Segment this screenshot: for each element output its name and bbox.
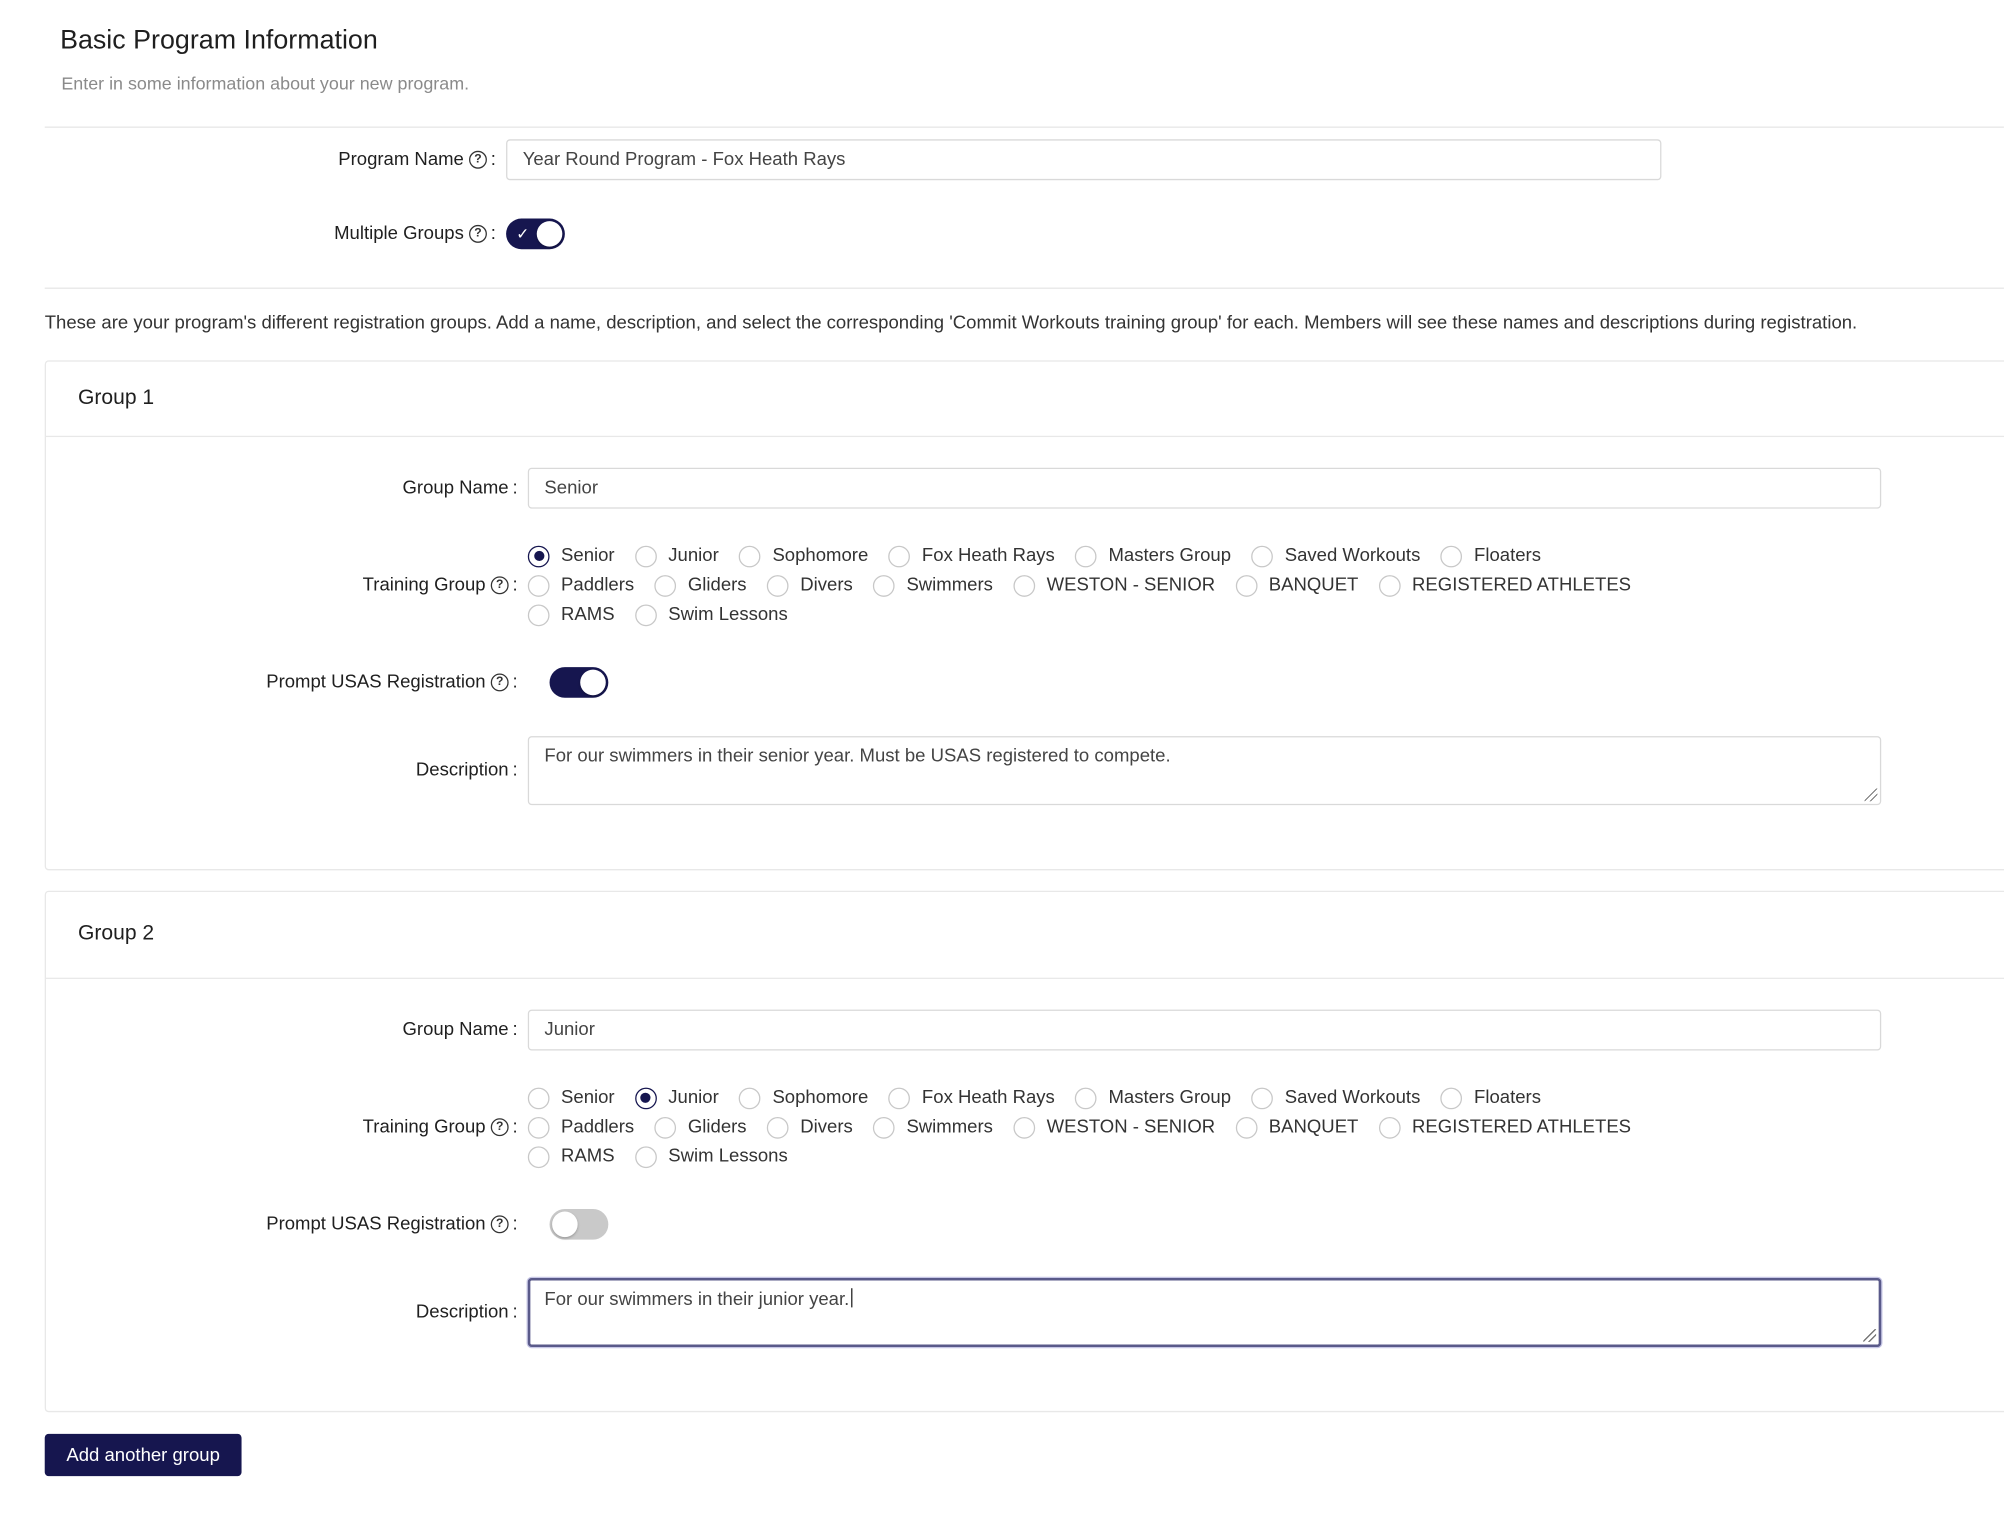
multiple-groups-label: Multiple Groups ? : — [334, 223, 496, 245]
training-group-option[interactable] — [767, 573, 853, 599]
training-group-option[interactable] — [889, 1085, 1055, 1111]
help-icon[interactable]: ? — [491, 576, 509, 594]
description-label: Description : — [415, 760, 518, 781]
radio-button[interactable] — [528, 1146, 550, 1168]
radio-label: REGISTERED ATHLETES — [1412, 575, 1632, 596]
group-card-header — [46, 892, 2004, 979]
toggle-knob — [552, 1212, 578, 1238]
radio-label: Swimmers — [906, 1116, 993, 1138]
help-icon[interactable]: ? — [469, 225, 487, 243]
text-cursor — [851, 1288, 852, 1307]
training-group-option[interactable] — [1236, 573, 1359, 599]
divider — [45, 288, 2004, 289]
training-group-option[interactable] — [1441, 1085, 1541, 1111]
radio-label: Sophomore — [772, 1087, 869, 1109]
prompt-usas-label: Prompt USAS Registration ? : — [266, 1214, 518, 1235]
radio-label: Saved Workouts — [1284, 545, 1421, 567]
program-name-input[interactable]: Year Round Program - Fox Heath Rays — [506, 139, 1661, 180]
radio-row — [528, 1144, 808, 1170]
radio-button[interactable] — [1379, 1116, 1401, 1138]
training-group-option[interactable] — [528, 1144, 615, 1170]
page-subtitle: Enter in some information about your new program. — [61, 72, 470, 94]
training-group-option[interactable] — [528, 573, 634, 599]
program-name-label: Program Name ? : — [338, 149, 496, 170]
radio-button[interactable] — [528, 1116, 550, 1138]
group-name-label: Group Name : — [402, 477, 518, 499]
training-group-option[interactable] — [1252, 1085, 1421, 1111]
radio-button[interactable] — [1013, 574, 1035, 596]
groups-intro-text: These are your program's different registration groups. Add a name, description, and select the corresponding 'Commit Workouts training group' for each. Members will see these names and descriptions during registration. — [44, 313, 1858, 334]
training-group-label: Training Group ? : — [362, 1116, 518, 1138]
description-label: Description : — [415, 1302, 518, 1323]
radio-label: Saved Workouts — [1284, 1087, 1421, 1109]
radio-label: Gliders — [687, 575, 747, 596]
radio-label: Swimmers — [906, 575, 993, 596]
training-group-option[interactable] — [1075, 543, 1231, 569]
add-another-group-button[interactable]: Add another group — [45, 1434, 242, 1476]
divider — [45, 127, 2004, 128]
training-group-option[interactable] — [528, 602, 615, 628]
radio-button[interactable] — [1441, 545, 1463, 567]
training-group-label: Training Group ? : — [362, 575, 518, 596]
radio-row — [528, 1114, 1652, 1140]
radio-button[interactable] — [1379, 574, 1401, 596]
group-card-header — [46, 362, 2004, 437]
radio-label: Masters Group — [1108, 545, 1232, 567]
training-group-option[interactable] — [655, 573, 747, 599]
radio-button[interactable] — [635, 545, 657, 567]
radio-label: RAMS — [561, 604, 615, 625]
training-group-option[interactable] — [1236, 1114, 1359, 1140]
training-group-option[interactable] — [739, 1085, 868, 1111]
radio-button[interactable] — [528, 545, 550, 567]
radio-label: Fox Heath Rays — [921, 1087, 1055, 1109]
radio-button[interactable] — [739, 1087, 761, 1109]
radio-label: RAMS — [561, 1146, 615, 1167]
training-group-option[interactable] — [1252, 543, 1421, 569]
help-icon[interactable]: ? — [469, 151, 487, 169]
training-group-option[interactable] — [1075, 1085, 1231, 1111]
help-icon[interactable]: ? — [491, 674, 509, 692]
radio-button[interactable] — [635, 604, 657, 626]
group-title: Group 2 — [77, 921, 155, 945]
page-title: Basic Program Information — [60, 25, 378, 55]
resize-handle-icon[interactable] — [1865, 789, 1878, 802]
help-icon[interactable]: ? — [491, 1118, 509, 1136]
prompt-usas-toggle[interactable] — [550, 1209, 609, 1240]
radio-label: Senior — [561, 545, 615, 567]
training-group-option[interactable] — [889, 543, 1055, 569]
radio-button[interactable] — [873, 1116, 895, 1138]
radio-label: Fox Heath Rays — [921, 545, 1055, 567]
radio-button[interactable] — [1236, 1116, 1258, 1138]
radio-label: Sophomore — [772, 545, 869, 567]
radio-button[interactable] — [528, 1087, 550, 1109]
training-group-option[interactable] — [635, 543, 719, 569]
training-group-option[interactable] — [1379, 573, 1631, 599]
radio-label: Gliders — [687, 1116, 747, 1138]
radio-button[interactable] — [1252, 1087, 1274, 1109]
radio-row — [528, 573, 1652, 599]
radio-button[interactable] — [1441, 1087, 1463, 1109]
radio-label: Divers — [800, 575, 853, 596]
training-group-option[interactable] — [635, 1085, 719, 1111]
radio-button[interactable] — [1075, 545, 1097, 567]
radio-label: Floaters — [1474, 1087, 1541, 1109]
toggle-knob — [580, 670, 606, 696]
radio-label: Senior — [561, 1087, 615, 1109]
training-group-option[interactable] — [739, 543, 868, 569]
training-group-option[interactable] — [655, 1114, 747, 1140]
radio-button[interactable] — [1013, 1116, 1035, 1138]
multiple-groups-toggle[interactable] — [506, 219, 565, 250]
radio-button[interactable] — [528, 574, 550, 596]
radio-label: Swim Lessons — [668, 604, 788, 625]
group-name-input[interactable]: Senior — [528, 468, 1881, 509]
radio-label: REGISTERED ATHLETES — [1412, 1116, 1632, 1138]
radio-label: Floaters — [1474, 545, 1541, 567]
training-group-option[interactable] — [1441, 543, 1541, 569]
radio-label: Junior — [668, 545, 719, 567]
training-group-option[interactable] — [1379, 1114, 1631, 1140]
radio-label: BANQUET — [1268, 575, 1359, 596]
radio-label: Masters Group — [1108, 1087, 1232, 1109]
prompt-usas-label: Prompt USAS Registration ? : — [266, 672, 518, 693]
radio-label: WESTON - SENIOR — [1046, 1116, 1216, 1138]
radio-button[interactable] — [767, 574, 789, 596]
training-group-option[interactable] — [1013, 1114, 1215, 1140]
training-group-option[interactable] — [873, 573, 993, 599]
training-group-option[interactable] — [767, 1114, 853, 1140]
radio-row — [528, 543, 1562, 569]
radio-button[interactable] — [889, 545, 911, 567]
group-title: Group 1 — [77, 385, 155, 409]
radio-row — [528, 602, 808, 628]
resize-handle-icon[interactable] — [1863, 1329, 1876, 1342]
radio-button[interactable] — [1236, 574, 1258, 596]
group-name-input[interactable]: Junior — [528, 1010, 1881, 1051]
radio-label: Divers — [800, 1116, 853, 1138]
radio-button[interactable] — [528, 604, 550, 626]
description-textarea[interactable]: For our swimmers in their senior year. Must be USAS registered to compete. — [528, 736, 1881, 805]
training-group-option[interactable] — [635, 602, 788, 628]
radio-label: Swim Lessons — [668, 1146, 788, 1167]
radio-button[interactable] — [1075, 1087, 1097, 1109]
radio-label: Junior — [668, 1087, 719, 1109]
radio-button[interactable] — [889, 1087, 911, 1109]
toggle-knob — [537, 221, 563, 247]
training-group-option[interactable] — [528, 1085, 615, 1111]
check-icon: ✓ — [516, 224, 530, 243]
radio-button[interactable] — [635, 1146, 657, 1168]
radio-row — [528, 1085, 1562, 1111]
radio-label: WESTON - SENIOR — [1046, 575, 1216, 596]
radio-label: Paddlers — [561, 575, 635, 596]
radio-button[interactable] — [655, 574, 677, 596]
radio-button[interactable] — [873, 574, 895, 596]
training-group-option[interactable] — [528, 543, 615, 569]
radio-button[interactable] — [739, 545, 761, 567]
training-group-option[interactable] — [528, 1114, 634, 1140]
group-name-label: Group Name : — [402, 1019, 518, 1041]
radio-label: Paddlers — [561, 1116, 635, 1138]
training-group-option[interactable] — [635, 1144, 788, 1170]
training-group-option[interactable] — [873, 1114, 993, 1140]
radio-button[interactable] — [1252, 545, 1274, 567]
radio-button[interactable] — [655, 1116, 677, 1138]
radio-label: BANQUET — [1268, 1116, 1359, 1138]
description-textarea[interactable]: For our swimmers in their junior year. — [528, 1278, 1881, 1347]
prompt-usas-toggle[interactable] — [550, 667, 609, 698]
training-group-option[interactable] — [1013, 573, 1215, 599]
radio-button[interactable] — [635, 1087, 657, 1109]
help-icon[interactable]: ? — [491, 1215, 509, 1233]
radio-button[interactable] — [767, 1116, 789, 1138]
